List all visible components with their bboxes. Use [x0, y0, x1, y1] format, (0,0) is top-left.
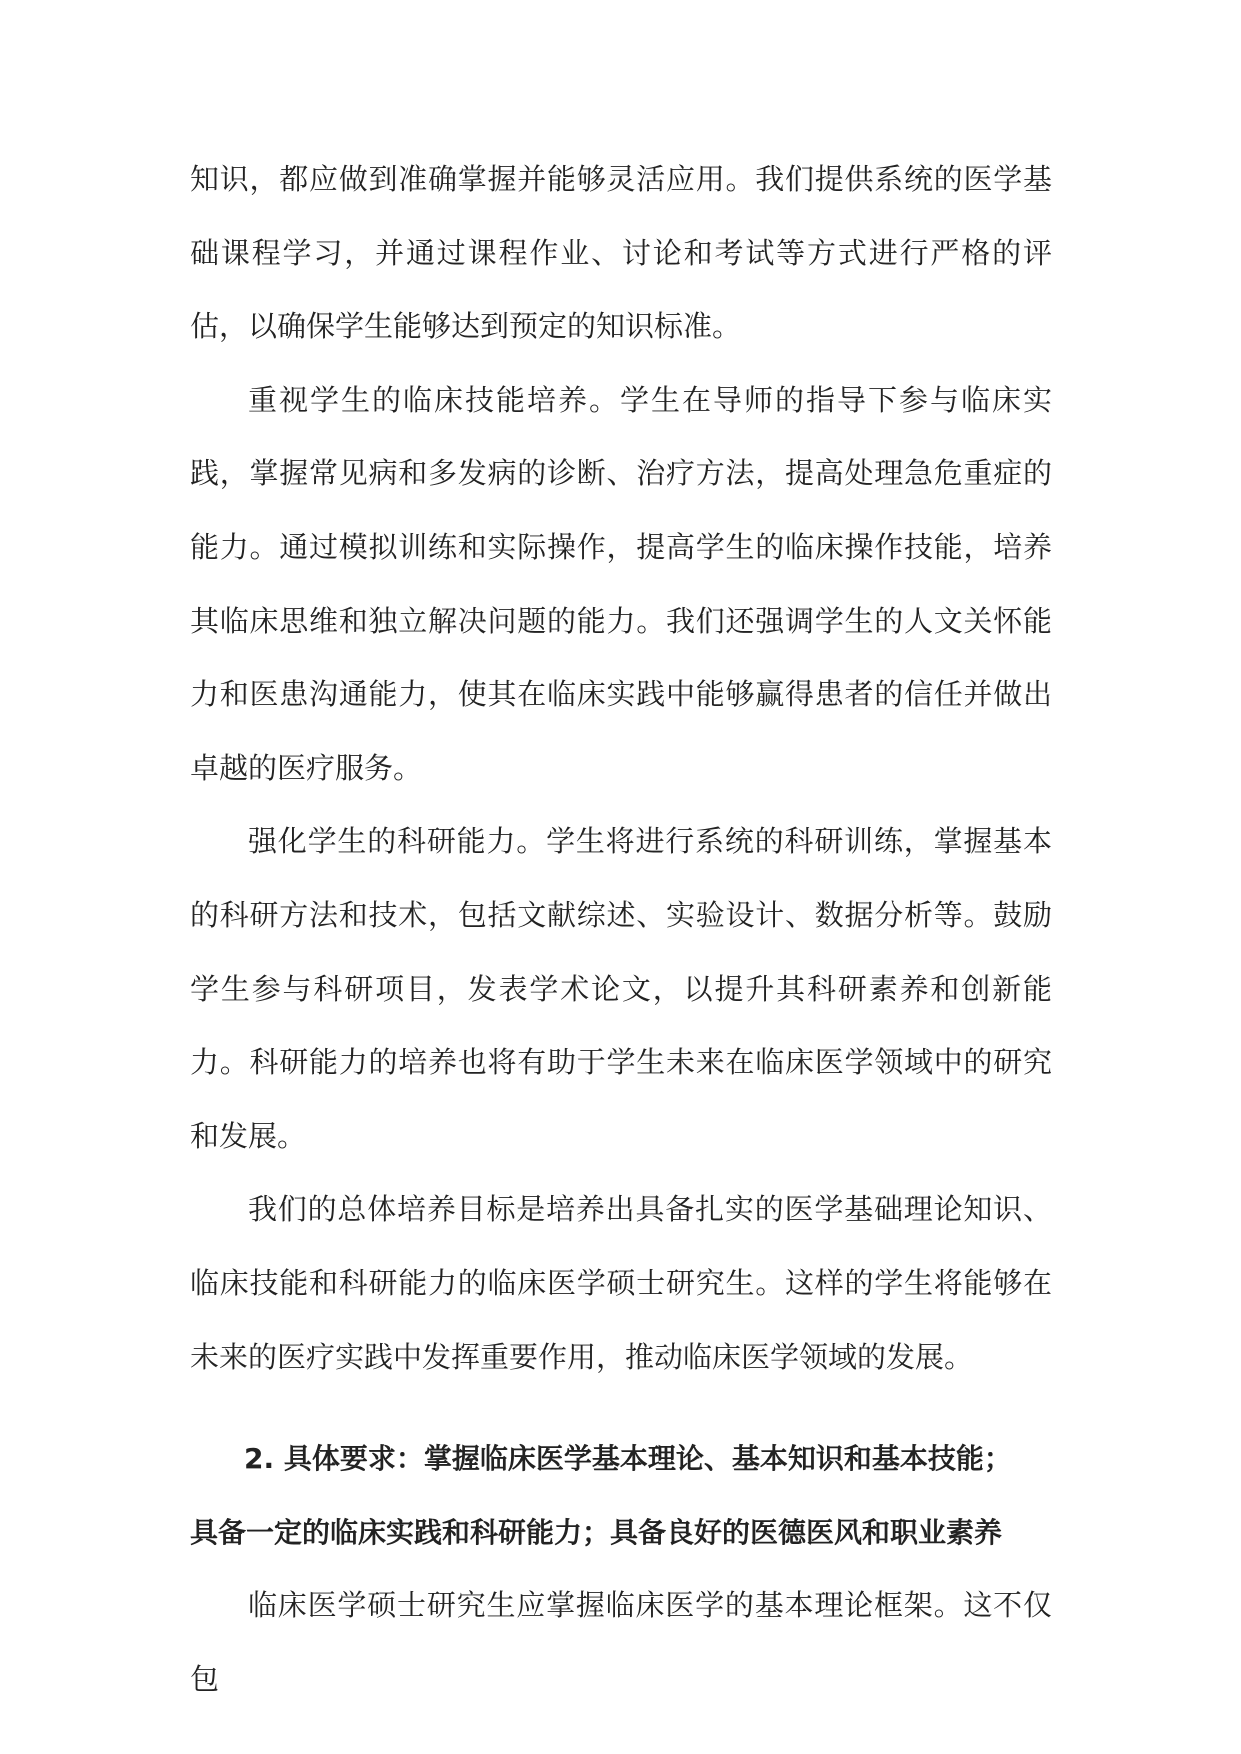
section-heading-specific-requirements: [190, 1422, 1052, 1569]
paragraph-research-ability: 强化学生的科研能力。学生将进行系统的科研训练，掌握基本的科研方法和技术，包括文献综述、实验设计、数据分析等。鼓励学生参与科研项目，发表学术论文，以提升其科研素养和创新能力。科研能力的培养也将有助于学生未来在临床医学领域中的研究和发展。: [190, 824, 1052, 1153]
paragraph-theory-framework: 临床医学硕士研究生应掌握临床医学的基本理论框架。这不仅包: [190, 1588, 1052, 1696]
paragraph-clinical-skills: 重视学生的临床技能培养。学生在导师的指导下参与临床实践，掌握常见病和多发病的诊断、治疗方法，提高处理急危重症的能力。通过模拟训练和实际操作，提高学生的临床操作技能，培养其临床思维和独立解决问题的能力。我们还强调学生的人文关怀能力和医患沟通能力，使其在临床实践中能够赢得患者的信任并做出卓越的医疗服务。: [190, 382, 1052, 785]
document-body: [190, 143, 1052, 1716]
section-heading-line-2: 具备一定的临床实践和科研能力；具备良好的医德医风和职业素养: [190, 1515, 1003, 1549]
paragraph-knowledge-assessment: 知识，都应做到准确掌握并能够灵活应用。我们提供系统的医学基础课程学习，并通过课程作业、讨论和考试等方式进行严格的评估，以确保学生能够达到预定的知识标准。: [190, 162, 1052, 344]
section-heading-line-1: 2. 具体要求：掌握临床医学基本理论、基本知识和基本技能；: [244, 1442, 1012, 1476]
paragraph-overall-goal: 我们的总体培养目标是培养出具备扎实的医学基础理论知识、临床技能和科研能力的临床医学硕士研究生。这样的学生将能够在未来的医疗实践中发挥重要作用，推动临床医学领域的发展。: [190, 1192, 1052, 1374]
